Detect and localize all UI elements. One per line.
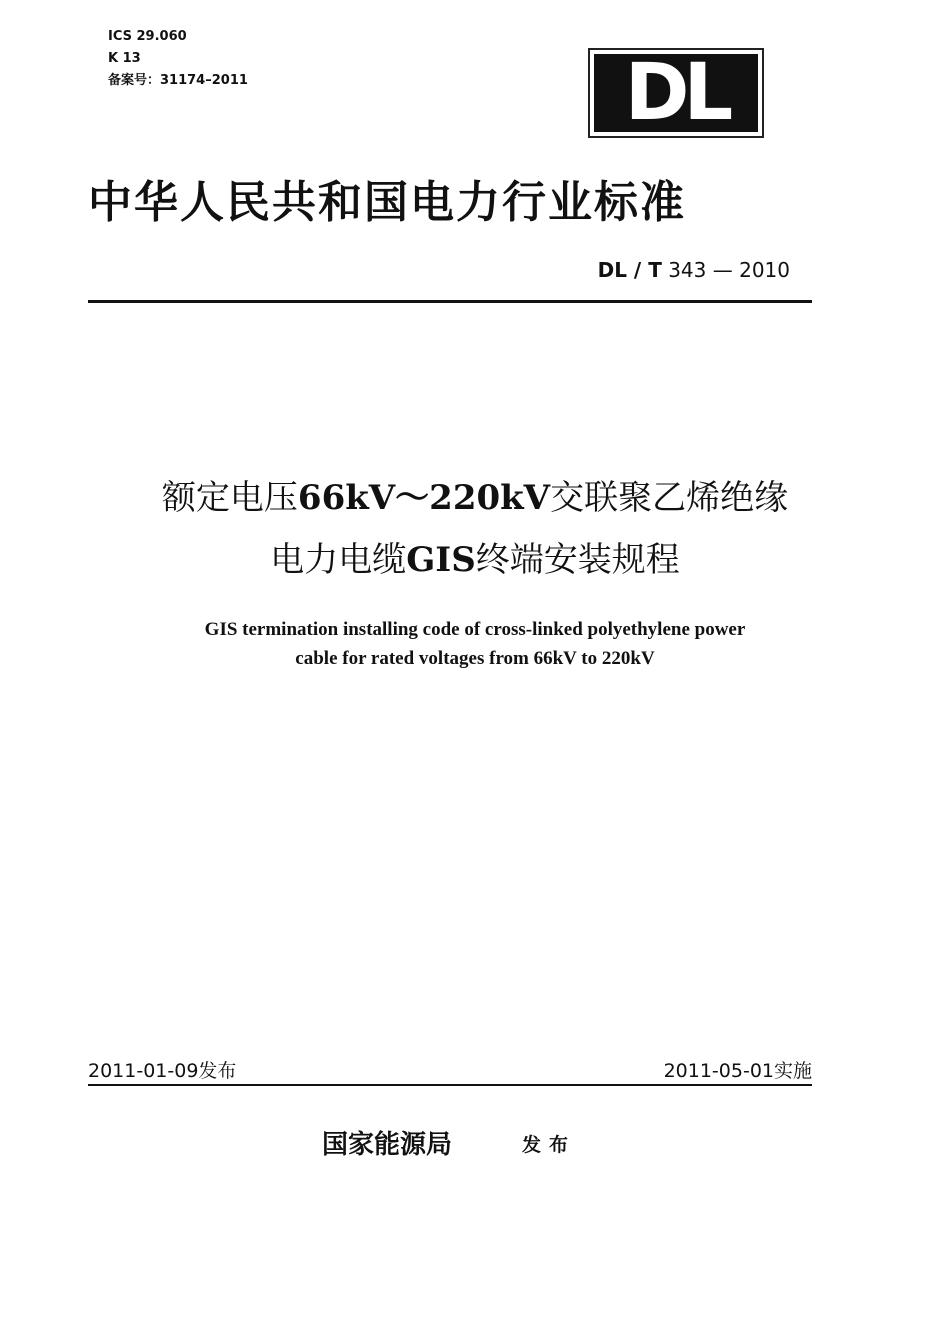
title-cn-line1-a: 额定电压 [161,478,298,518]
standard-code: 343 — 2010 [668,258,790,282]
dl-logo [588,48,764,138]
standard-number [560,258,790,282]
record-number: 备案号：31174–2011 [108,73,248,88]
standard-prefix: DL / T [597,258,662,282]
title-cn-line2 [60,532,890,581]
title-en-line2: cable for rated voltages from 66kV to 220kV [295,648,655,669]
issuing-authority: 国家能源局 [322,1130,453,1160]
dl-logo-text: DL [594,54,758,132]
org-title: 中华人民共和国电力行业标准 [88,177,686,228]
title-cn-line1-c: 交联聚乙烯绝缘 [550,478,789,518]
effective-date: 2011-05-01实施 [663,1060,812,1082]
ics-code: ICS 29.060 [108,29,187,44]
footer-divider [88,1084,812,1086]
issue-date: 2011-01-09发布 [88,1060,237,1082]
title-en-line1: GIS termination installing code of cross-linked polyethylene power [204,619,746,640]
title-cn-line2-c: 终端安装规程 [475,540,680,580]
issue-label: 发布 [522,1134,577,1156]
header-divider [88,300,812,303]
title-cn-line2-b: GIS [406,540,476,580]
title-cn-line2-a: 电力电缆 [270,540,407,580]
title-cn-line1 [60,470,890,519]
class-code: K 13 [108,51,141,66]
title-cn-line1-b: 66kV～220kV [297,478,551,518]
